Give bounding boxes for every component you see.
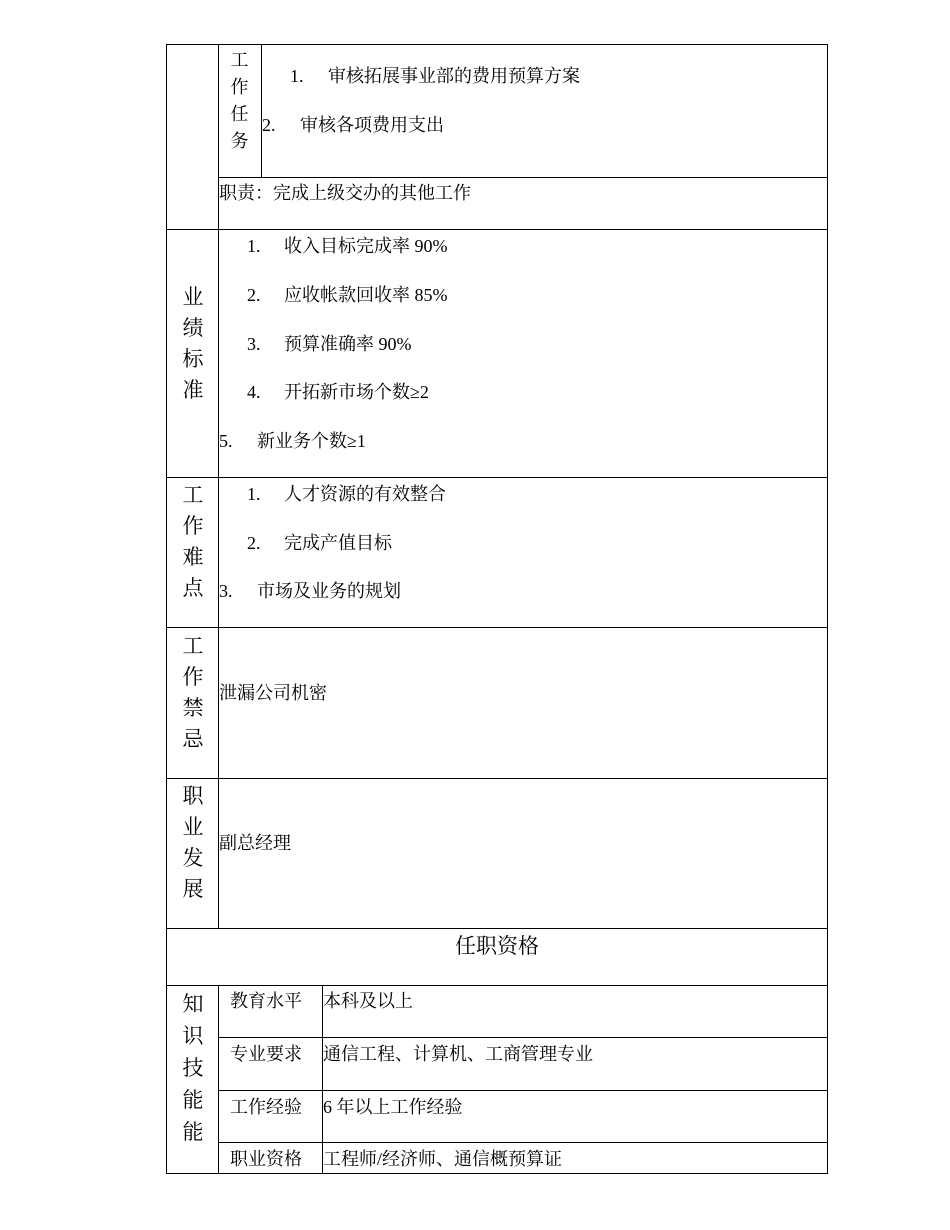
- performance-item: 新业务个数≥1: [257, 431, 366, 451]
- performance-item: 开拓新市场个数≥2: [284, 382, 429, 402]
- table-right-border: [827, 44, 828, 1174]
- qual-value: 工程师/经济师、通信概预算证: [323, 1149, 562, 1169]
- task-label-char: 务: [230, 131, 249, 151]
- difficulties-label-char: 作: [182, 514, 204, 538]
- section-divider: [166, 477, 828, 478]
- performance-label: [168, 282, 218, 406]
- career-label-char: 发: [182, 846, 204, 870]
- knowledge-label-char: 技: [182, 1056, 204, 1080]
- qual-row-divider: [218, 1037, 828, 1038]
- section-divider: [166, 778, 828, 779]
- duty-text: 职责：完成上级交办的其他工作: [219, 183, 471, 203]
- list-number: 1.: [247, 236, 261, 256]
- section-divider: [166, 928, 828, 929]
- taboos-label: [168, 631, 218, 755]
- section-divider: [166, 985, 828, 986]
- difficulty-item: 人才资源的有效整合: [284, 484, 446, 504]
- list-number: 2.: [247, 285, 261, 305]
- qual-row-divider: [218, 1090, 828, 1091]
- career-label-char: 业: [182, 815, 204, 839]
- list-number: 3.: [247, 334, 261, 354]
- career-text: 副总经理: [219, 833, 291, 853]
- qual-key: 职业资格: [230, 1149, 302, 1169]
- career-label-char: 职: [182, 784, 204, 808]
- qual-key: 教育水平: [230, 991, 302, 1011]
- taboos-label-char: 忌: [182, 727, 204, 751]
- table-left-border: [166, 44, 167, 1174]
- difficulties-label: [168, 480, 218, 604]
- qual-value: 本科及以上: [323, 991, 413, 1011]
- task-item: 审核各项费用支出: [300, 115, 444, 135]
- career-label: [168, 781, 218, 905]
- performance-label-char: 绩: [182, 316, 204, 340]
- table-top-border: [166, 44, 828, 45]
- qual-key: 专业要求: [230, 1044, 302, 1064]
- section-divider: [166, 229, 828, 230]
- task-label-char: 作: [230, 77, 249, 97]
- task-label-divider: [261, 44, 262, 178]
- knowledge-label: [168, 988, 218, 1148]
- label-column-divider-lower: [218, 986, 219, 1174]
- task-label-char: 任: [230, 104, 249, 124]
- list-number: 2.: [262, 115, 276, 135]
- performance-item: 应收帐款回收率 85%: [284, 285, 448, 305]
- qual-value: 6 年以上工作经验: [323, 1097, 463, 1117]
- taboo-text: 泄漏公司机密: [219, 683, 327, 703]
- performance-item: 预算准确率 90%: [284, 334, 412, 354]
- table-bottom-border: [166, 1173, 828, 1174]
- qual-key: 工作经验: [230, 1097, 302, 1117]
- difficulties-label-char: 点: [182, 576, 204, 600]
- taboos-label-char: 禁: [182, 696, 204, 720]
- knowledge-label-char: 知: [182, 992, 204, 1016]
- career-label-char: 展: [182, 877, 204, 901]
- difficulty-item: 市场及业务的规划: [257, 581, 401, 601]
- knowledge-label-char: 识: [182, 1024, 204, 1048]
- list-number: 2.: [247, 533, 261, 553]
- list-number: 1.: [247, 484, 261, 504]
- section-divider: [166, 627, 828, 628]
- list-number: 5.: [219, 431, 233, 451]
- qualification-title: 任职资格: [455, 934, 539, 958]
- qual-key-divider: [322, 986, 323, 1174]
- taboos-label-char: 工: [182, 634, 204, 658]
- list-number: 1.: [290, 66, 304, 86]
- difficulty-item: 完成产值目标: [284, 533, 392, 553]
- performance-label-char: 准: [182, 378, 204, 402]
- qual-row-divider: [218, 1142, 828, 1143]
- task-label-char: 工: [230, 50, 249, 70]
- list-number: 4.: [247, 382, 261, 402]
- knowledge-label-char: 能: [182, 1088, 204, 1112]
- taboos-label-char: 作: [182, 665, 204, 689]
- performance-label-char: 业: [182, 285, 204, 309]
- task-item: 审核拓展事业部的费用预算方案: [328, 66, 580, 86]
- list-number: 3.: [219, 581, 233, 601]
- qual-value: 通信工程、计算机、工商管理专业: [323, 1044, 593, 1064]
- task-label: [218, 47, 261, 155]
- knowledge-label-char: 能: [182, 1120, 204, 1144]
- performance-label-char: 标: [182, 347, 204, 371]
- difficulties-label-char: 工: [182, 483, 204, 507]
- performance-item: 收入目标完成率 90%: [284, 236, 448, 256]
- difficulties-label-char: 难: [182, 545, 204, 569]
- task-duty-divider: [218, 177, 828, 178]
